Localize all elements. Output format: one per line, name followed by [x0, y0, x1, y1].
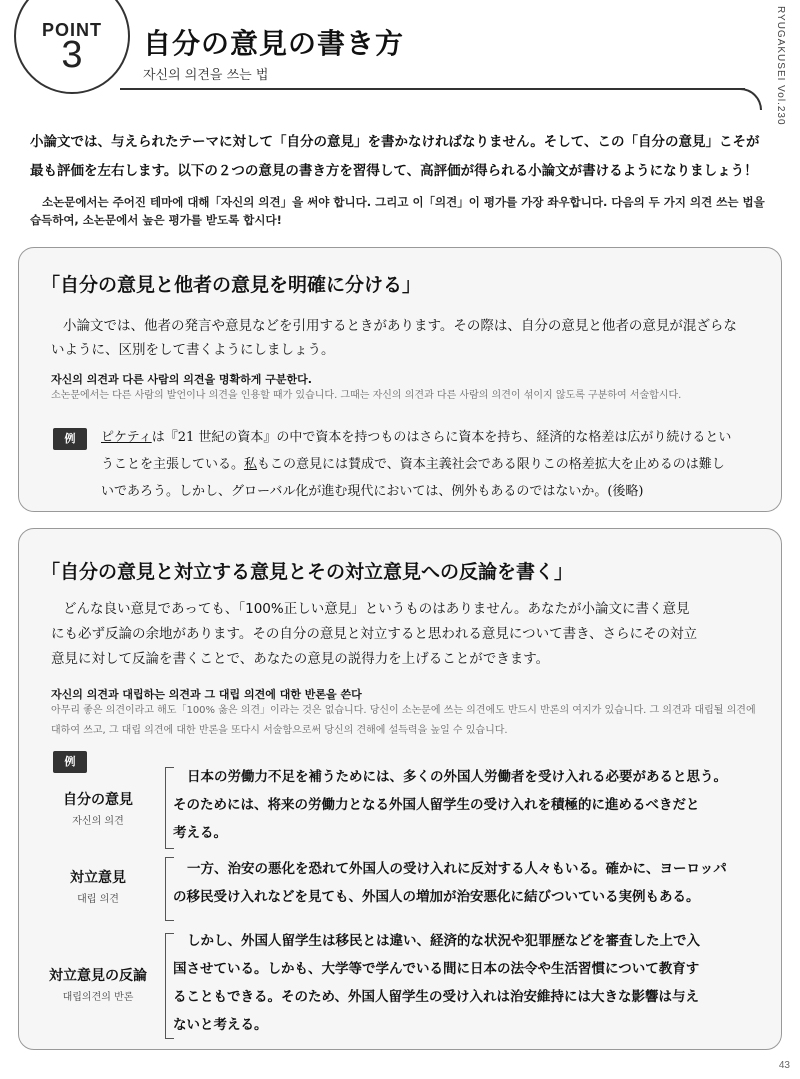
- row-text-own-opinion: [173, 763, 733, 847]
- row-text-rebuttal: [173, 927, 733, 1039]
- row-text-opposing: [173, 855, 733, 911]
- section2-ko-head: 자신의 의견과 대립하는 의견과 그 대립 의견에 대한 반론을 쓴다: [51, 688, 362, 701]
- example-text: いであろう。しかし、グローバル化が進む現代においては、例外もあるのではないか。(後略): [101, 484, 644, 499]
- point-number: 3: [61, 34, 83, 76]
- row-line: の移民受け入れなどを見ても、外国人の増加が治安悪化に結びついている実例もある。: [173, 889, 700, 905]
- row-label-opposing: 対立意見: [70, 870, 126, 886]
- row-sub-rebuttal: 대립의견의 반론: [62, 992, 134, 1003]
- example-text: は『21 世紀の資本』の中で資本を持つものはさらに資本を持ち、経済的な格差は広がり続けるとい: [151, 430, 732, 445]
- page-title: 自分の意見の書き方: [143, 27, 405, 60]
- row-sub-own-opinion: 자신의 의견: [72, 816, 124, 827]
- row-label-rebuttal: 対立意見の反論: [49, 968, 147, 984]
- section2-ko-text-line2: 대하여 쓰고, 그 대립 의견에 대한 반론을 또다시 서술함으로써 당신의 견해에 설득력을 높일 수 있습니다.: [51, 725, 508, 736]
- section1-text-line2: いように、区別をして書くようにしましょう。: [51, 342, 335, 358]
- section1-example: [101, 424, 741, 505]
- section1-text-line1: 小論文では、他者の発言や意見などを引用するときがあります。その際は、自分の意見と他者の意見が混ざらな: [63, 318, 737, 334]
- section1-title: 「自分の意見と他者の意見を明確に分ける」: [41, 274, 422, 296]
- section1-ko-head: 자신의 의견과 다른 사람의 의견을 명확하게 구분한다.: [51, 373, 312, 386]
- section1-ko-text: 소논문에서는 다른 사람의 발언이나 의견을 인용할 때가 있습니다. 그때는 자신의 의견과 다른 사람의 의견이 섞이지 않도록 구분하여 서술합시다.: [51, 390, 682, 401]
- intro-ko: 소논문에서는 주어진 테마에 대해「자신의 의견」을 써야 합니다. 그리고 이「의견」이 평가를 가장 좌우합니다. 다음의 두 가지 의견 쓰는 법을 습득하여, 소논문에서 높은 평가를 받도록 합시다!: [30, 195, 765, 227]
- header-rule-curve: [700, 88, 762, 110]
- example-subject-self: 私: [244, 457, 258, 472]
- row-line: ることもできる。そのため、外国人留学生の受け入れは治安維持には大きな影響は与え: [173, 989, 699, 1005]
- page-subtitle: 자신의 의견을 쓰는 법: [143, 68, 269, 83]
- intro-ja-line1: 小論文では、与えられたテーマに対して「自分の意見」を書かなければなりません。そして、この「自分の意見」こそが: [30, 134, 760, 150]
- example-text: もこの意見には賛成で、資本主義社会である限りこの格差拡大を止めるのは難し: [257, 457, 725, 472]
- intro-ja-line2: 最も評価を左右します。以下の２つの意見の書き方を習得して、高評価が得られる小論文が書けるようになりましょう！: [30, 163, 758, 179]
- volume-label: RYUGAKUSEI Vol.230: [775, 6, 786, 126]
- section2-text-line2: にも必ず反論の余地があります。その自分の意見と対立すると思われる意見について書き、さらにその対立: [51, 626, 698, 642]
- section2-ko-text-line1: 아무리 좋은 의견이라고 해도「100% 옳은 의견」이라는 것은 없습니다. 당신이 소논문에 쓰는 의견에도 반드시 반론의 여지가 있습니다. 그 의견과 대립될 의견에: [51, 705, 756, 716]
- row-line: 考える。: [173, 825, 227, 841]
- example-text: うことを主張している。: [101, 457, 245, 472]
- row-line: しかし、外国人留学生は移民とは違い、経済的な状況や犯罪歴などを審査した上で入: [187, 933, 700, 949]
- header-rule: [120, 88, 745, 90]
- section2-card: [18, 528, 782, 1050]
- section2-text-line1: どんな良い意見であっても、「100%正しい意見」というものはありません。あなたが小論文に書く意見: [63, 601, 690, 617]
- row-line: 一方、治安の悪化を恐れて外国人の受け入れに反対する人々もいる。確かに、ヨーロッパ: [187, 861, 727, 877]
- page-number: 43: [778, 1060, 790, 1071]
- row-line: そのためには、将来の労働力となる外国人留学生の受け入れを積極的に進めるべきだと: [173, 797, 700, 813]
- row-line: 国させている。しかも、大学等で学んでいる間に日本の法令や生活習慣について教育す: [173, 961, 700, 977]
- section1-example-badge: 例: [53, 428, 87, 450]
- section2-title: 「自分の意見と対立する意見とその対立意見への反論を書く」: [41, 561, 574, 583]
- section2-example-badge: 例: [53, 751, 87, 773]
- section1-card: [18, 247, 782, 512]
- point-badge: [14, 0, 130, 94]
- example-subject-other: ピケティ: [101, 430, 152, 445]
- row-line: 日本の労働力不足を補うためには、多くの外国人労働者を受け入れる必要があると思う。: [187, 769, 727, 785]
- row-label-own-opinion: 自分の意見: [63, 792, 133, 808]
- row-sub-opposing: 대립 의견: [77, 894, 119, 905]
- row-line: ないと考える。: [173, 1017, 268, 1033]
- section2-text-line3: 意見に対して反論を書くことで、あなたの意見の説得力を上げることができます。: [51, 651, 550, 667]
- point-label: POINT: [41, 20, 102, 40]
